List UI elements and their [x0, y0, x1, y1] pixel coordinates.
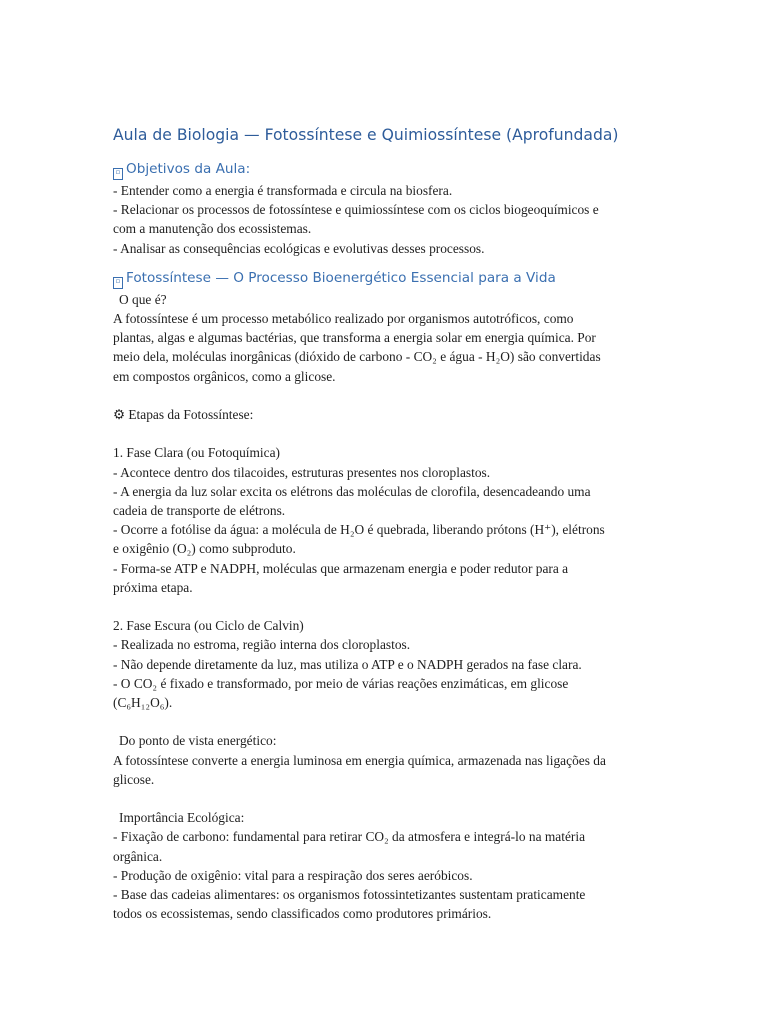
stages-label: ⚙ Etapas da Fotossíntese: — [113, 407, 254, 423]
phase-1-line: 1. Fase Clara (ou Fotoquímica) — [113, 445, 280, 461]
missing-glyph-icon: ▫ — [113, 168, 123, 180]
paragraph-line: glicose. — [113, 771, 155, 787]
paragraph-line: em compostos orgânicos, como a glicose. — [113, 368, 336, 384]
ecology-line: - Base das cadeias alimentares: os organismos fotossintetizantes sustentam praticamente — [113, 887, 586, 903]
phase-2-line: - O CO₂ é fixado e transformado, por meio de várias reações enzimáticas, em glicose — [113, 675, 569, 691]
phase-1-line: - A energia da luz solar excita os elétrons das moléculas de clorofila, desencadeando uma — [113, 483, 591, 499]
objectives-line: - Analisar as consequências ecológicas e evolutivas desses processos. — [113, 240, 485, 256]
photosynthesis-heading — [113, 266, 658, 290]
phase-2-line: - Não depende diretamente da luz, mas utiliza o ATP e o NADPH gerados na fase clara. — [113, 656, 582, 672]
ecology-label: Importância Ecológica: — [119, 810, 245, 826]
phase-1-line: - Forma-se ATP e NADPH, moléculas que armazenam energia e poder redutor para a — [113, 560, 569, 576]
ecology-line: - Produção de oxigênio: vital para a respiração dos seres aeróbicos. — [113, 867, 473, 883]
phase-2-section — [113, 616, 658, 712]
phase-1-line: cadeia de transporte de elétrons. — [113, 503, 286, 519]
objectives-heading-text: Objetivos da Aula: — [126, 161, 251, 177]
phase-1-line: - Ocorre a fotólise da água: a molécula de H₂O é quebrada, liberando prótons (H⁺), elétrons — [113, 522, 605, 538]
phase-2-line: 2. Fase Escura (ou Ciclo de Calvin) — [113, 618, 304, 634]
photosynthesis-heading-text: Fotossíntese — O Processo Bioenergético Essencial para a Vida — [126, 269, 556, 286]
objectives-heading — [113, 157, 658, 181]
objectives-line: - Entender como a energia é transformada e circula na biosfera. — [113, 183, 453, 198]
ecology-line: - Fixação de carbono: fundamental para retirar CO₂ da atmosfera e integrá-lo na matéria — [113, 829, 586, 845]
document-page — [113, 122, 658, 923]
phase-2-line: (C₆H₁₂O₆). — [113, 695, 173, 711]
phase-1-section — [113, 443, 658, 597]
phase-1-line: próxima etapa. — [113, 579, 193, 595]
paragraph-line: A fotossíntese é um processo metabólico realizado por organismos autotróficos, como — [113, 311, 574, 327]
phase-2-line: - Realizada no estroma, região interna dos cloroplastos. — [113, 637, 411, 653]
paragraph-line: A fotossíntese converte a energia luminosa em energia química, armazenada nas ligações da — [113, 752, 606, 768]
energy-paragraph — [113, 751, 658, 789]
phase-1-line: - Acontece dentro dos tilacoides, estruturas presentes nos cloroplastos. — [113, 464, 491, 480]
objectives-line: com a manutenção dos ecossistemas. — [113, 221, 312, 237]
paragraph-line: plantas, algas e algumas bactérias, que transforma a energia solar em energia química. Por — [113, 330, 596, 346]
phase-1-line: e oxigênio (O₂) como subproduto. — [113, 541, 296, 557]
what-is-paragraph — [113, 309, 658, 386]
objectives-line: - Relacionar os processos de fotossíntese e quimiossíntese com os ciclos biogeoquímicos e — [113, 202, 599, 218]
ecology-line: orgânica. — [113, 848, 163, 864]
ecology-line: todos os ecossistemas, sendo classificados como produtores primários. — [113, 906, 492, 922]
missing-glyph-icon: ▫ — [113, 277, 123, 289]
paragraph-line: meio dela, moléculas inorgânicas (dióxido de carbono - CO₂ e água - H₂O) são convertidas — [113, 349, 601, 365]
ecology-list — [113, 827, 658, 923]
energy-label: Do ponto de vista energético: — [119, 733, 277, 749]
what-is-label: O que é? — [119, 291, 167, 307]
objectives-list — [113, 181, 658, 258]
document-title: Aula de Biologia — Fotossíntese e Quimiossíntese (Aprofundada) — [113, 126, 619, 144]
